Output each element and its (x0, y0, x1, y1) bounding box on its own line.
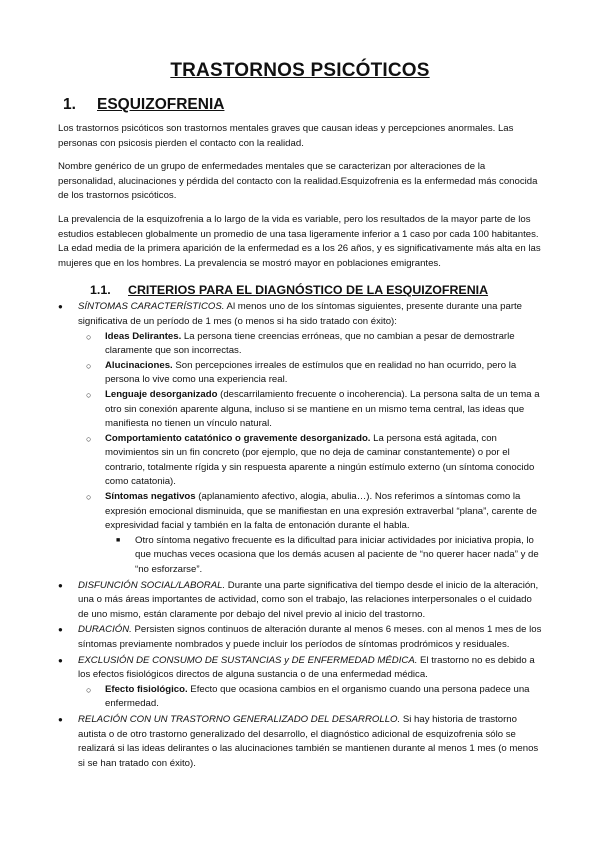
symptom-text: (descarrilamiento frecuente o incoherencia). La persona salta de un tema a otro sin conexión aparente alguna, incluso si se mantiene en un mismo tema central, las ideas que manifiesta no tienen un vínculo natural. (105, 388, 540, 430)
symptom-term: Ideas Delirantes. (105, 330, 182, 342)
subsection-number: 1.1. (90, 283, 111, 298)
symptom-term: Alucinaciones. (105, 359, 173, 371)
criterion-text: El trastorno no es debido a los efectos fisiológicos directos de alguna sustancia o de una enfermedad médica. (78, 654, 535, 681)
symptom-item (78, 388, 542, 432)
criterion-text: Si hay historia de trastorno autista o de otro trastorno generalizado del desarrollo, el diagnóstico adicional de esquizofrenia sólo se realizará si las ideas delirantes o las alucinaciones también se mantienen durante al menos 1 mes (o menos si se han tratado con éxito). (78, 713, 539, 769)
criterion-text: Persisten signos continuos de alteración durante al menos 6 meses. con al menos 1 mes de los síntomas previamente nombrados y puede incluir los períodos de síntomas prodrómicos y residuales. (78, 624, 542, 650)
section-title: ESQUIZOFRENIA (97, 96, 225, 113)
negative-symptom-detail: ■ Otro síntoma negativo frecuente es la dificultad para iniciar actividades por iniciativa propia, lo que muchas veces ocasiona que los demás acusen al paciente de “no querer hacer nada” y de “no esforzarse”. (105, 534, 542, 578)
symptom-text: La persona tiene creencias erróneas, que no cambian a pesar de demostrarle claramente que son incorrectas. (105, 330, 515, 357)
intro-paragraph-2: Nombre genérico de un grupo de enfermedades mentales que se caracterizan por alteraciones de la personalidad, alucinaciones y pérdida del contacto con la realidad.Esquizofrenia es la enfermedad más conocida de los trastornos psicóticos. (58, 161, 538, 202)
symptom-item (78, 490, 542, 578)
symptom-term: Síntomas negativos (105, 491, 196, 503)
section-heading-esquizofrenia (58, 96, 542, 114)
symptom-term: Comportamiento catatónico o gravemente desorganizado. (105, 432, 371, 444)
criterion-disfuncion (58, 579, 542, 623)
exclusion-item (78, 683, 542, 712)
criterion-duracion (58, 623, 542, 652)
exclusion-term: Efecto fisiológico. (105, 683, 188, 695)
subsection-title: CRITERIOS PARA EL DIAGNÓSTICO DE LA ESQUIZOFRENIA (128, 283, 489, 298)
negative-symptom-sublist (105, 534, 542, 578)
exclusion-text: Efecto que ocasiona cambios en el organismo cuando una persona padece una enfermedad. (105, 683, 530, 710)
criterion-label: EXCLUSIÓN DE CONSUMO DE SUSTANCIAS y DE ENFERMEDAD MÉDICA. (78, 654, 418, 666)
criterion-sintomas (58, 300, 542, 577)
symptom-item (78, 432, 542, 490)
document-title: TRASTORNOS PSICÓTICOS (170, 60, 430, 81)
criterion-relacion (58, 713, 542, 771)
criterion-label: DURACIÓN. (78, 624, 132, 636)
symptom-text: (aplanamiento afectivo, alogia, abulia…). Nos referimos a síntomas como la expresión emocional disminuida, que se manifiestan en una expresión extraverbal “plana”, carente de expresividad facial y también en la falta de entonación durante el habla. (105, 491, 537, 532)
intro-paragraph-1: Los trastornos psicóticos son trastornos mentales graves que causan ideas y percepciones anormales. Las personas con psicosis pierden el contacto con la realidad. (58, 123, 514, 149)
criteria-list (58, 300, 542, 771)
criterion-label: SÍNTOMAS CARACTERÍSTICOS. (78, 301, 225, 313)
exclusion-sublist (78, 683, 542, 712)
criterion-exclusion (58, 654, 542, 712)
criterion-label: RELACIÓN CON UN TRASTORNO GENERALIZADO DEL DESARROLLO. (78, 713, 401, 725)
criterion-text: Al menos uno de los síntomas siguientes, presente durante una parte significativa de un período de 1 mes (o menos si ha sido tratado con éxito): (78, 301, 523, 327)
symptom-list (78, 330, 542, 578)
criterion-text: Durante una parte significativa del tiempo desde el inicio de la alteración, una o más áreas importantes de actividad, como son el trabajo, las relaciones interpersonales o el cuidado de uno mismo, están claramente por debajo del nivel previo al inicio del trastorno. (78, 579, 539, 620)
intro-paragraph-3: La prevalencia de la esquizofrenia a lo largo de la vida es variable, pero los resultados de la mayor parte de los estudios establecen globalmente un promedio de una tasa ligeramente inferior a 1 caso por cada 100 habitantes. La edad media de la primera aparición de la enfermedad es a los 26 años, y es significativamente más alta en las mujeres que en los hombres. La prevalencia se mostró mayor en poblaciones emigrantes. (58, 213, 541, 269)
symptom-item (78, 359, 542, 388)
symptom-text: Son percepciones irreales de estímulos que en realidad no han ocurrido, pero la persona lo vive como una experiencia real. (105, 359, 517, 386)
criterion-label: DISFUNCIÓN SOCIAL/LABORAL. (78, 579, 226, 591)
symptom-term: Lenguaje desorganizado (105, 388, 218, 400)
symptom-item (78, 330, 542, 359)
subsection-heading-criterios (58, 283, 542, 297)
symptom-text: La persona está agitada, con movimientos sin un fin concreto (por ejemplo, que no deja de caminar constantemente) o por el contrario, totalmente rígida y sin respuesta aparente a ningún estímulo externo (un síntoma conocido como catatonia). (105, 432, 535, 488)
section-number: 1. (63, 96, 76, 113)
